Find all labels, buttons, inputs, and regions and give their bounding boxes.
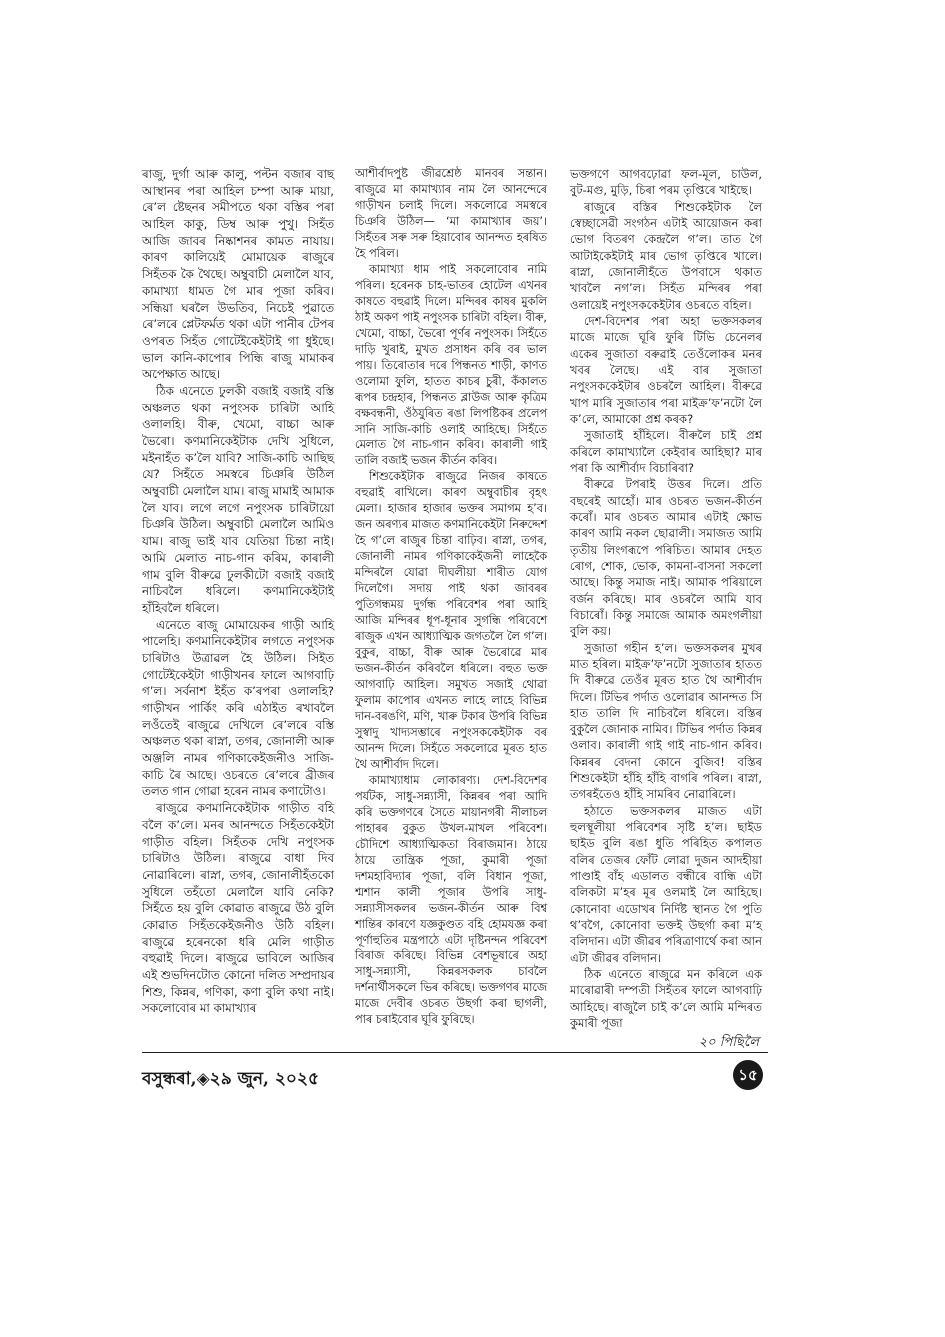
article-column-2 [355, 166, 547, 1028]
paragraph: ঠিক এনেতে ঢুলকী বজাই বজাই বস্তি অঞ্চলত থকা নপুংসক চাৰিটা আহি ওলালহি। বীৰু, খেমো, বাচ্চা আৰু ভৈৰো। কণমানিকেইটাক দেখি সুধিলে, মইনাহঁত ক’লৈ যাবি? সাজি-কাচি আছিছ যে? সিহঁতে সমস্বৰে চিঞৰি উঠিল অম্বুবাচী মেলালৈ যাম। ৰাজু মামাই আমাক লৈ যাব। লগে লগে নপুংসক চাৰিটায়ো চিঞৰি উঠিল। অম্বুবাচী মেলালৈ আমিও যাম। ৰাজু ভাই যাব যেতিয়া চিন্তা নাই। আমি মেলাত নাচ-গান কৰিম, কাৰালী গাম বুলি বীৰুৱে ঢুলকীটো বজাই বজাই নাচিবলৈ ধৰিলে। কণমানিকেইটাই হাঁহিবলৈ ধৰিলে। [142, 383, 334, 615]
paragraph: দেশ-বিদেশৰ পৰা অহা ভক্তসকলৰ মাজে মাজে ঘূৰি ফুৰি টিভি চেনেলৰ একেৰ সুজাতা বৰুৱাই তেওঁলোকৰ মনৰ খবৰ লৈছে। এই বাৰ সুজাতা নপুংসককেইটাৰ ওচৰলৈ আহিল। বীৰুৱে খাপ মাৰি সুজাতাৰ পৰা মাইক্ৰ’ফ’নটো লৈ ক’লে, আমাকো প্ৰশ্ন কৰক? [570, 313, 762, 426]
article-column-1 [142, 166, 334, 1017]
paragraph: সুজাতাই হাঁহিলে। বীৰুলৈ চাই প্ৰশ্ন কৰিলে কামাখ্যালৈ কেইবাৰ আহিছা? মাৰ পৰা কি আশীৰ্বাদ বিচাৰিবা? [570, 428, 762, 475]
paragraph: ৰাজুৱে কণমানিকেইটাক গাড়ীত বহি বলৈ ক’লে। মনৰ আনন্দতে সিহঁতকেইটা গাড়ীত বহিল। সিহঁতক দেখি নপুংসক চাৰিটাও উঠিল। ৰাজুৱে বাধা দিব নোৱাৰিলে। ৰাস্না, তগৰ, জোনালীহঁতকো সুধিলে তহঁতো মেলালৈ যাবি নেকি? সিহঁতে হয় বুলি কোৱাত ৰাজুৱে উঠ বুলি কোৱাত সিহঁতকেইজনীও উঠি বহিল। ৰাজুৱে হৰেনকো ধৰি মেলি গাড়ীত বহুৱাই দিলে। ৰাজুৱে ভাবিলে আজিৰ এই শুভদিনটোত কোনো দলিত সম্প্ৰদায়ৰ শিশু, কিন্নৰ, গণিকা, কণা বুলি কথা নাই। সকলোবোৰ মা কামাখ্যাৰ [142, 801, 334, 1016]
paragraph: ঠিক এনেতে ৰাজুৱে মন কৰিলে এক মাৰোৱাৰী দম্পতী সিহঁতৰ ফালে আগবাঢ়ি আহিছে। ৰাজুলৈ চাই ক’লে আমি মন্দিৰত কুমাৰী পূজা [570, 967, 762, 1031]
paragraph: কামাখ্যা ধাম পাই সকলোবোৰ নামি পৰিল। হৰেনক চাহ-ভাতৰ হোটেল এখনৰ কাষতে বহুৱাই দিলে। মন্দিৰৰ কাষৰ মুকলি ঠাই অকণ পাই নপুংসক চাৰিটা বহিল। বীৰু, খেমো, বাচ্চা, ভৈৰো পূৰ্ণৰ নপুংসক। সিহঁতে দাড়ি খুৰাই, মুখত প্ৰসাধন কৰি বৰ ভাল পায়। তিৰোতাৰ দৰে পিন্ধনত শাড়ী, কাণত ওলোমা ফুলি, হাতত কাচৰ চুৰী, কঁকালত ৰূপৰ চন্দ্ৰহাৰ, পিন্ধনত ব্লাউজ আৰু কৃত্ৰিম বক্ষবন্ধনী, ওঁঠযুৰিত ৰঙা লিপষ্টিকৰ প্ৰলেপ সানি সাজি-কাচি ওলাই আহিছে। সিহঁতে মেলাত গৈ নাচ-গান কৰিব। কাৰালী গাই তালি বজাই ভজন কীৰ্তন কৰিব। [355, 262, 547, 468]
paragraph: কামাখ্যাধাম লোকাৰণ্য। দেশ-বিদেশৰ পৰ্যটক, সাধু-সন্ন্যাসী, কিন্নৰৰ পৰা আদি কৰি ভক্তগণৰে সৈতে মায়ানগৰী নীলাচল পাহাৰৰ বুকুত উখল-মাখল পৰিবেশ। চৌদিশে আধ্যাত্মিকতা বিৰাজমান। ঠায়ে ঠায়ে তান্ত্ৰিক পূজা, কুমাৰী পূজা দশমহাবিদ্যাৰ পূজা, বলি বিধান পূজা, শ্মশান কালী পূজাৰ উপৰি সাধু-সন্ন্যাসীসকলৰ ভজন-কীৰ্তন আৰু বিশ্ব শান্তিৰ কাৰণে যজ্ঞকুণ্ডত বহি হোমযজ্ঞ কৰা পূৰ্ণাহুতিৰ মন্ত্ৰপাঠে এটা দৃষ্টিনন্দন পৰিবেশ বিৰাজ কৰিছে। বিভিন্ন বেশভূষাৰে অহা সাধু-সন্ন্যাসী, কিন্নৰসকলক চাবলৈ দৰ্শনাৰ্থীসকলে ভিৰ কৰিছে। ভক্তগণৰ মাজে মাজে দেবীৰ ওচৰত উছৰ্গা কৰা ছাগলী, পাৰ চৰাইবোৰ ঘূৰি ফুৰিছে। [355, 773, 547, 1027]
continued-on-page-note: ২০ পিছিলৈ [698, 1035, 759, 1050]
footer-divider [142, 1052, 768, 1053]
paragraph: ৰাজুৰে বস্তিৰ শিশুকেইটাক লৈ স্বেচ্ছাসেৱী সংগঠন এটাই আয়োজন কৰা ভোগ বিতৰণ কেন্দ্ৰলৈ গ’ল। তাত গৈ আটাইকেইটাই মাৰ ভোগ তৃপ্তিৰে খালে। ৰাস্না, জোনালীহঁতে উপবাসে থকাত খাবলৈ নগ’ল। সিহঁত মন্দিৰৰ পৰা ওলায়েই নপুংসককেইটাৰ ওচৰতে বহিল। [570, 199, 762, 312]
paragraph: ভক্তগণে আগবঢ়োৱা ফল-মূল, চাউল, বুট-মগু, মুড়ি, চিৰা পৰম তৃপ্তিৰে খাইছে। [570, 167, 762, 198]
page-number-badge: ১৫ [733, 1060, 763, 1090]
article-column-3 [570, 166, 762, 1031]
paragraph: সুজাতা গহীন হ’ল। ভক্তসকলৰ মুখৰ মাত হৰিল। মাইক্ৰ’ফ’নটো সুজাতাৰ হাতত দি বীৰুৱে তেওঁৰ মূৰত হাত থৈ আশীৰ্বাদ দিলে। টিভিৰ পৰ্দাত ওলোৱাৰ আনন্দত সি হাত তালি দি নাচিবলৈ ধৰিলে। বস্তিৰ বুকুলৈ জোনাক নামিব। টিভিৰ পৰ্দাত কিন্নৰ ওলাব। কাৰালী গাই গাই নাচ-গান কৰিব। কিন্নৰৰ বেদনা কোনে বুজিব! বস্তিৰ শিশুকেইটা হাঁহি হাঁহি বাগৰি পৰিল। ৰাস্না, তগৰহঁতেও হাঁহি সামৰিব নোৱাৰিলে। [570, 640, 762, 802]
paragraph: আশীৰ্বাদপুষ্ট জীৱশ্ৰেষ্ঠ মানবৰ সন্তান। ৰাজুৱে মা কামাখ্যাৰ নাম লৈ আনন্দেৰে গাড়ীখন চলাই দিলে। সকলোৱে সমস্বৰে চিঞৰি উঠিল— ‘মা কামাখ্যাৰ জয়’। সিহঁতৰ সৰু সৰু হিয়াবোৰ আনন্দত হৰষিত হৈ পৰিল। [355, 167, 547, 260]
paragraph: এনেতে ৰাজু মোমায়েকৰ গাড়ী আহি পালেহি। কণমানিকেইটাৰ লগতে নপুংসক চাৰিটাও উত্ৰাৱল হৈ উঠিল। সিইত গোটেইকেইটা গাড়ীখনৰ ফালে আগবাঢ়ি গ’ল। সৰ্বনাশ ইহঁত ক’ৰপৰা ওলালহি? গাড়ীখন পাৰ্কিং কৰি এঠাইত ৰখাবলৈ লওঁতেই ৰাজুৱে দেখিলে ৰে’লৰে বস্তি অঞ্চলত থকা ৰাস্না, তগৰ, জোনালী আৰু অঞ্জলি নামৰ গণিকাকেইজনীও সাজি-কাচি ৰৈ আছে। ওচৰতে ৰে’লৰে ব্ৰীজৰ তলত গান গোৱা হৰেন নামৰ কণাটোও। [142, 617, 334, 799]
paragraph: হঠাতে ভক্তসকলৰ মাজত এটা হুলস্থূলীয়া পৰিবেশৰ সৃষ্টি হ’ল। ছাইড ছাইড বুলি ৰঙা ধুতি পৰিহিত কপালত বলিৰ তেজৰ ফোঁট লোৱা দুজন আদহীয়া পাণ্ডাই বাঁহ এডালত বন্ধীৰে বান্ধি এটা বলিকটা ম’হৰ মূৰ ওলমাই লৈ আহিছে। কোনোবা এডোখৰ নিৰ্দিষ্ট স্থানত গৈ পুতি থ’বগৈ, কোনোবা ভক্তই উছৰ্গা কৰা ম’হ বলিদান। এটা জীৱৰ পৰিত্ৰাণাৰ্থে কৰা আন এটা জীৱৰ বলিদান। [570, 803, 762, 965]
paragraph: ৰাজু, দুৰ্গা আৰু কালু, পল্টন বজাৰ বাছ আস্থানৰ পৰা আহিল চম্পা আৰু মায়া, ৰে’ল ষ্টেছনৰ সমীপতে থকা বস্তিৰ পৰা আহিল কাকু, ডিম্ব আৰু পুখু। সিহঁত আজি জাবৰ নিষ্কাশনৰ কামত নাযায়। কাৰণ কালিয়েই মোমায়েক ৰাজুৰে সিহঁতক কৈ থৈছে। অম্বুবাচী মেলালৈ যাব, কামাখ্যা ধামত গৈ মাৰ পূজা কৰিব। সন্ধিয়া ঘৰলৈ উভতিব, নিচেই পুৱাতে ৰে’লৰে প্লেটফৰ্মত থকা এটা পানীৰ টেপৰ ওপৰত সিহঁত গোটেইকেইটাই গা ধুইছে। ভাল কানি-কাপোৰ পিন্ধি ৰাজু মামাকৰ অপেক্ষাত আছে। [142, 167, 334, 382]
paragraph: শিশুকেইটাক ৰাজুৱে নিজৰ কাষতে বহুৱাই ৰাখিলে। কাৰণ অম্বুবাচীৰ বৃহৎ মেলা। হাজাৰ হাজাৰ ভক্তৰ সমাগম হ’ব। জন অৰণ্যৰ মাজত কণমানিকেইটা নিৰুদ্দেশ হৈ গ’লে ৰাজুৰ চিন্তা বাঢ়িব। ৰাস্না, তগৰ, জোনালী নামৰ গণিকাকেইজনী লাহেকৈ মন্দিৰলৈ যোৱা দীঘলীয়া শাৰীত যোগ দিলেগৈ। সদায় পাই থকা জাবৰৰ পুতিগন্ধময় দুৰ্গন্ধ পৰিবেশৰ পৰা আহি আজি মন্দিৰৰ ধূপ-ধূনাৰ সুগন্ধি পৰিবেশে ৰাজুক এখন আধ্যাত্মিক জগতলৈ লৈ গ’ল। বুকুৰ, বাচ্চা, বীৰু আৰু ভৈৰোৱে মাৰ ভজন-কীৰ্তন কৰিবলৈ ধৰিলে। বহুত ভক্ত আগবাঢ়ি আহিল। সমুখত সজাই থোৱা ফুলাম কাপোৰ এখনত লাহে লাহে বিভিন্ন দান-বৰঙণি, মণি, খাৰু টকাৰ উপৰি বিভিন্ন সুস্বাদু খাদ্যসম্ভাৰে নপুংসককেইটাক বৰ আনন্দ দিলে। সিহঁতে সকলোৱে মূৰত হাত থৈ আশীৰ্বাদ দিলে। [355, 470, 547, 771]
paragraph: বীৰুৱে টপৰাই উত্তৰ দিলে। প্ৰতি বছৰেই আহোঁ। মাৰ ওচৰত ভজন-কীৰ্তন কৰোঁ। মাৰ ওচৰত আমাৰ এটাই ক্ষোভ কাৰণ আমি নকল ছোৱালী। সমাজত আমি তৃতীয় লিংগৰূপে পৰিচিত। আমাৰ দেহত ৰোগ, শোক, ভোক, কামনা-বাসনা সকলো আছে। কিন্তু সমাজ নাই। আমাক পৰিয়ালে বৰ্জন কৰিছে। মাৰ ওচৰলৈ আমি যাব বিচাৰোঁ। কিন্তু সমাজে আমাক অমংগলীয়া বুলি কয়। [570, 477, 762, 639]
magazine-footer-title: বসুন্ধৰা,◈২৯ জুন, ২০২৫ [142, 1069, 320, 1089]
